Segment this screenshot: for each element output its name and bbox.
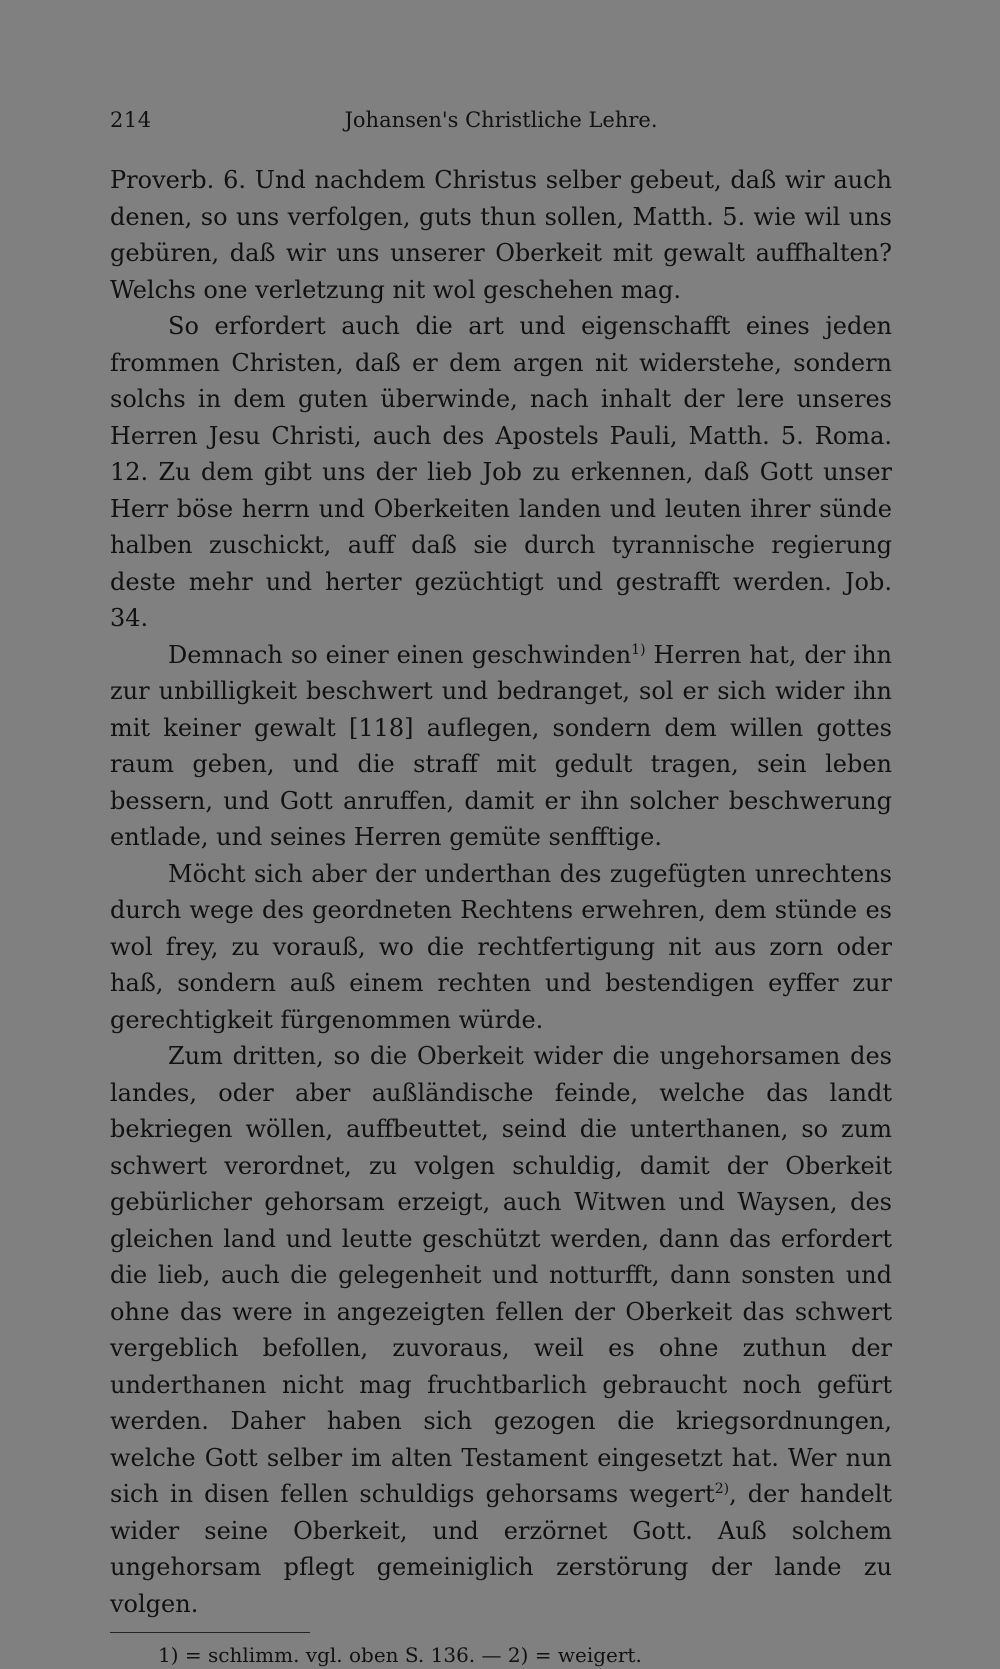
paragraph <box>110 308 892 637</box>
footnotes: 1) = schlimm. vgl. oben S. 136. — 2) = weigert. <box>158 1643 642 1667</box>
footnote-divider <box>110 1632 310 1633</box>
paragraph-text: So erfordert auch die art und eigenschafft eines jeden frommen Christen, daß er dem argen nit widerstehe, sondern solchs in dem guten überwinde, nach inhalt der lere unseres Herren Jesu Christi, auch des Apostels Pauli, Matth. 5. Roma. 12. Zu dem gibt uns der lieb Job zu erkennen, daß Gott unser Herr böse herrn und Oberkeiten landen und leuten ihrer sünde halben zuschickt, auff daß sie durch tyrannische regierung deste mehr und herter gezüchtigt und gestrafft werden. Job. 34. <box>110 312 892 632</box>
paragraph-text: Proverb. 6. Und nachdem Christus selber gebeut, daß wir auch denen, so uns verfolgen, guts thun sollen, Matth. 5. wie wil uns gebüren, daß wir uns unserer Oberkeit mit gewalt auffhalten? Welchs one verletzung nit wol geschehen mag. <box>110 166 892 304</box>
footnote-marker: 2) <box>714 1481 730 1497</box>
paragraph <box>110 856 892 1039</box>
running-title: Johansen's Christliche Lehre. <box>344 108 658 132</box>
paragraph-text: Zum dritten, so die Oberkeit wider die ungehorsamen des landes, oder aber außländische feinde, welche das landt bekriegen wöllen, auffbeuttet, seind die unterthanen, so zum schwert verordnet, zu volgen schuldig, damit der Oberkeit gebürlicher gehorsam erzeigt, auch Witwen und Waysen, des gleichen land und leutte geschützt werden, dann das erfordert die lieb, auch die gelegenheit und notturfft, dann sonsten und ohne das were in angezeigten fellen der Oberkeit das schwert vergeblich befollen, zuvoraus, weil es ohne zuthun der underthanen nicht mag fruchtbarlich gebraucht noch gefürt werden. Daher haben sich gezogen die kriegsordnungen, welche Gott selber im alten Testament eingesetzt hat. Wer nun sich in disen fellen schuldigs gehorsams wegert <box>110 1042 892 1508</box>
paragraph <box>110 1038 892 1622</box>
paragraph <box>110 162 892 308</box>
paragraph-text: , der handelt wider seine Oberkeit, und erzörnet Gott. Auß solchem ungehorsam pflegt gemeiniglich zerstörung der lande zu volgen. <box>110 1480 892 1618</box>
paragraph-text: Herren hat, der ihn zur unbilligkeit beschwert und bedranget, sol er sich wider ihn mit keiner gewalt [118] auflegen, sondern dem willen gottes raum geben, und die straff mit gedult tragen, sein leben bessern, und Gott anruffen, damit er ihn solcher beschwerung entlade, und seines Herren gemüte senfftige. <box>110 640 892 851</box>
book-page <box>110 100 892 1667</box>
page-header <box>110 100 892 140</box>
paragraph-text: Möcht sich aber der underthan des zugefügten unrechtens durch wege des geordneten Rechtens erwehren, dem stünde es wol frey, zu vorauß, wo die rechtfertigung nit aus zorn oder haß, sondern auß einem rechten und bestendigen eyffer zur gerechtigkeit fürgenommen würde. <box>110 859 892 1034</box>
footnote-marker: 1) <box>631 641 646 658</box>
page-number: 214 <box>110 108 152 132</box>
body-text <box>110 162 892 1622</box>
paragraph <box>110 637 892 856</box>
paragraph-text: Demnach so einer einen geschwinden <box>168 640 632 669</box>
